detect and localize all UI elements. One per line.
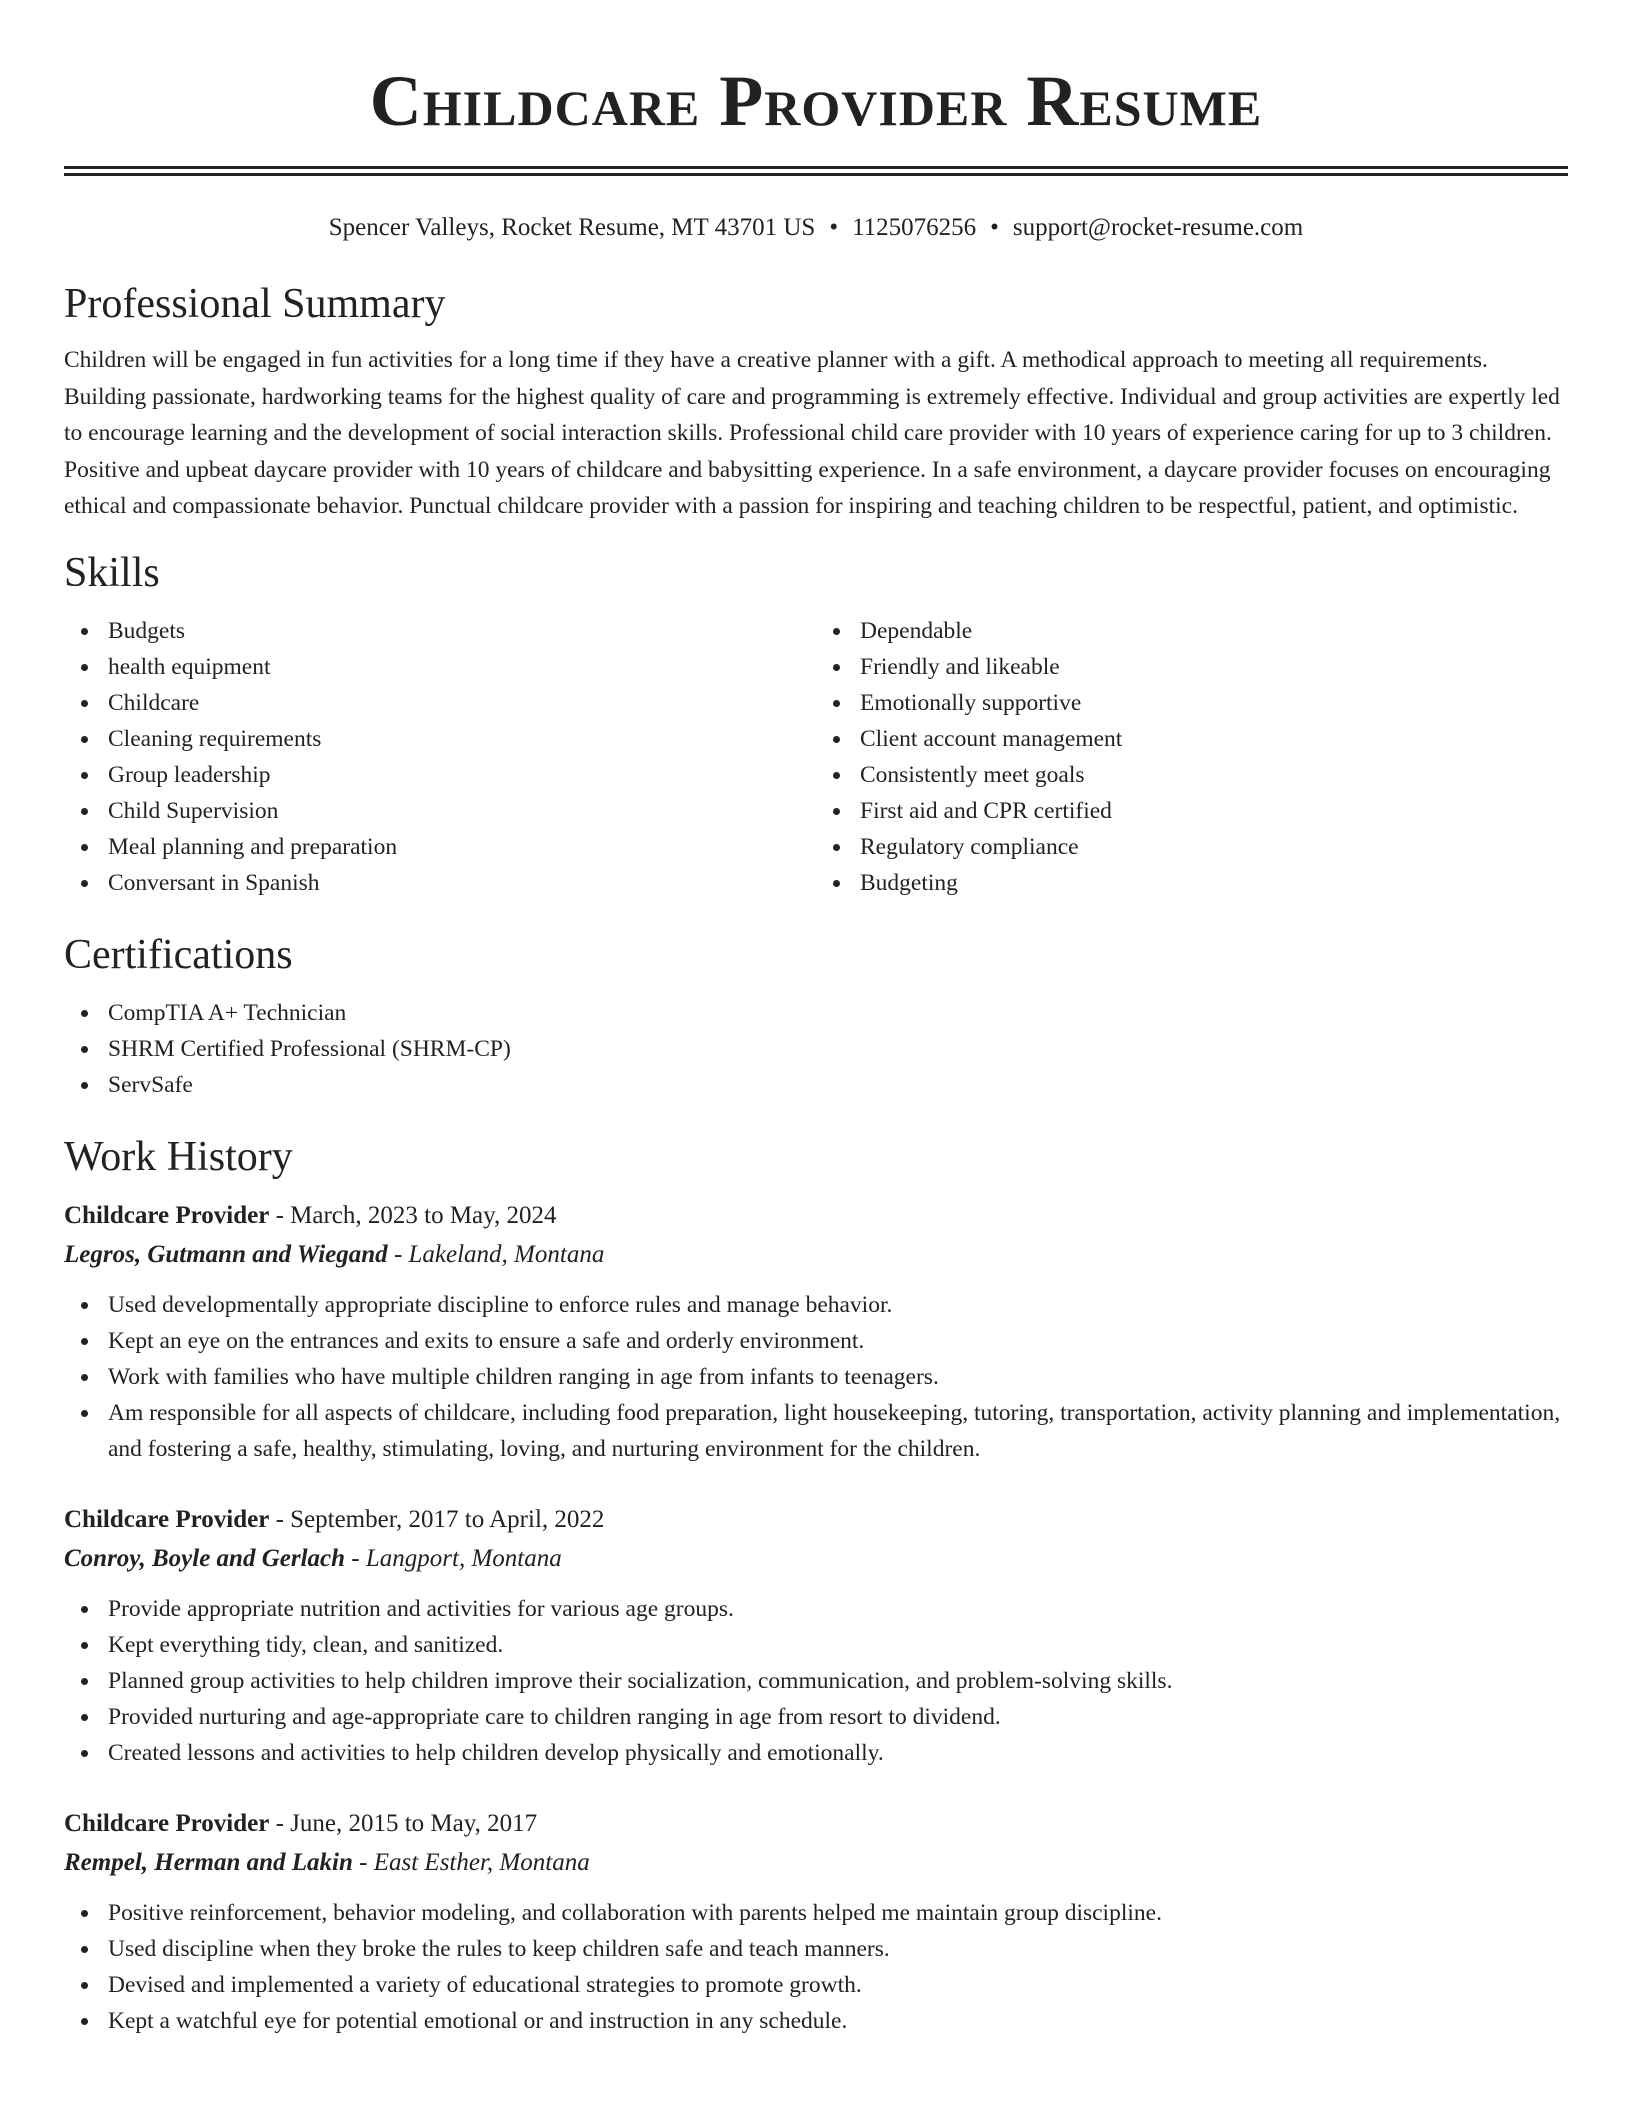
skill-item: Childcare: [108, 685, 816, 721]
skill-item: Cleaning requirements: [108, 721, 816, 757]
job-dash: -: [387, 1240, 409, 1268]
job-role: Childcare Provider: [64, 1809, 270, 1837]
skill-item: Group leadership: [108, 757, 816, 793]
skill-item: Conversant in Spanish: [108, 865, 816, 901]
skill-item: Consistently meet goals: [860, 757, 1568, 793]
job-bullet: Positive reinforcement, behavior modeling, and collaboration with parents helped me maintain group discipline.: [108, 1895, 1568, 1931]
job-entry: [64, 1805, 1568, 2039]
section-heading: Certifications: [64, 931, 293, 978]
section-work-history: [64, 1131, 1568, 2039]
skill-item: Emotionally supportive: [860, 685, 1568, 721]
job-dash: -: [345, 1544, 366, 1572]
job-bullet: Kept everything tidy, clean, and sanitized.: [108, 1627, 1568, 1663]
job-bullet: Work with families who have multiple children ranging in age from infants to teenagers.: [108, 1359, 1568, 1395]
skill-item: health equipment: [108, 649, 816, 685]
job-role: Childcare Provider: [64, 1201, 270, 1229]
job-company: Conroy, Boyle and Gerlach: [64, 1544, 346, 1572]
job-company-line: [64, 1539, 1568, 1579]
section-heading: Professional Summary: [64, 281, 446, 327]
skill-item: Meal planning and preparation: [108, 829, 816, 865]
job-bullets: [64, 1895, 1568, 2039]
contact-separator: •: [990, 214, 999, 241]
job-bullets: [64, 1591, 1568, 1771]
job-dash: -: [352, 1848, 374, 1876]
summary-text: Children will be engaged in fun activities for a long time if they have a creative planner with a gift. A methodical approach to meeting all requirements. Building passionate, hardworking teams for the highest quality of care and programming is extremely effective. Individual and group activities are expertly led to encourage learning and the development of social interaction skills. Professional child care provider with 10 years of experience caring for up to 3 children. Positive and upbeat daycare provider with 10 years of childcare and babysitting experience. In a safe environment, a daycare provider focuses on encouraging ethical and compassionate behavior. Punctual childcare provider with a passion for inspiring and teaching children to be respectful, patient, and optimistic.: [64, 347, 1560, 519]
job-location: East Esther, Montana: [373, 1848, 590, 1876]
job-entry: [64, 1197, 1568, 1467]
skills-list-right: [816, 613, 1568, 901]
contact-phone: 1125076256: [852, 214, 977, 241]
section-certifications: [64, 929, 1568, 1103]
job-dates: June, 2015 to May, 2017: [290, 1809, 538, 1837]
job-title-line: [64, 1197, 1568, 1235]
job-bullet: Used discipline when they broke the rules to keep children safe and teach manners.: [108, 1931, 1568, 1967]
job-location: Lakeland, Montana: [408, 1240, 605, 1268]
job-bullet: Kept a watchful eye for potential emotional or and instruction in any schedule.: [108, 2003, 1568, 2039]
job-bullet: Kept an eye on the entrances and exits to ensure a safe and orderly environment.: [108, 1323, 1568, 1359]
skill-item: Budgeting: [860, 865, 1568, 901]
job-title-line: [64, 1805, 1568, 1843]
section-heading: Work History: [64, 1133, 293, 1180]
job-dash: -: [269, 1809, 291, 1837]
title-divider: [64, 166, 1568, 176]
job-dates: September, 2017 to April, 2022: [290, 1505, 605, 1533]
section-heading: Skills: [64, 549, 160, 596]
job-dates: March, 2023 to May, 2024: [290, 1201, 557, 1229]
job-bullet: Used developmentally appropriate discipline to enforce rules and manage behavior.: [108, 1287, 1568, 1323]
skill-item: Friendly and likeable: [860, 649, 1568, 685]
job-company-line: [64, 1843, 1568, 1883]
section-professional-summary: [64, 278, 1568, 525]
skill-item: Budgets: [108, 613, 816, 649]
certification-item: SHRM Certified Professional (SHRM-CP): [108, 1031, 1568, 1067]
certification-item: CompTIA A+ Technician: [108, 995, 1568, 1031]
skill-item: Dependable: [860, 613, 1568, 649]
job-dash: -: [269, 1505, 291, 1533]
contact-email: support@rocket-resume.com: [1012, 214, 1304, 241]
job-company-line: [64, 1235, 1568, 1275]
skill-item: Regulatory compliance: [860, 829, 1568, 865]
job-entry: [64, 1501, 1568, 1771]
skill-item: First aid and CPR certified: [860, 793, 1568, 829]
job-bullet: Created lessons and activities to help children develop physically and emotionally.: [108, 1735, 1568, 1771]
certifications-list: [64, 995, 1568, 1103]
skill-item: Child Supervision: [108, 793, 816, 829]
job-bullet: Devised and implemented a variety of educational strategies to promote growth.: [108, 1967, 1568, 2003]
job-company: Rempel, Herman and Lakin: [64, 1848, 353, 1876]
skills-columns: [64, 613, 1568, 901]
resume-title: Childcare Provider Resume: [369, 61, 1263, 141]
section-skills: [64, 547, 1568, 901]
skill-item: Client account management: [860, 721, 1568, 757]
contact-separator: •: [829, 214, 839, 241]
job-bullets: [64, 1287, 1568, 1467]
job-company: Legros, Gutmann and Wiegand: [64, 1240, 388, 1268]
job-dash: -: [269, 1201, 291, 1229]
contact-line: [64, 212, 1568, 244]
resume-page: [64, 0, 1568, 2039]
job-bullet: Am responsible for all aspects of childcare, including food preparation, light housekeeping, tutoring, transportation, activity planning and implementation, and fostering a safe, healthy, stimulating, loving, and nurturing environment for the children.: [108, 1395, 1568, 1467]
job-location: Langport, Montana: [365, 1544, 562, 1572]
job-bullet: Provided nurturing and age-appropriate care to children ranging in age from resort to dividend.: [108, 1699, 1568, 1735]
job-bullet: Planned group activities to help children improve their socialization, communication, and problem-solving skills.: [108, 1663, 1568, 1699]
certification-item: ServSafe: [108, 1067, 1568, 1103]
job-title-line: [64, 1501, 1568, 1539]
contact-address: Spencer Valleys, Rocket Resume, MT 43701 US: [328, 214, 816, 241]
job-bullet: Provide appropriate nutrition and activities for various age groups.: [108, 1591, 1568, 1627]
skills-list-left: [64, 613, 816, 901]
job-role: Childcare Provider: [64, 1505, 270, 1533]
